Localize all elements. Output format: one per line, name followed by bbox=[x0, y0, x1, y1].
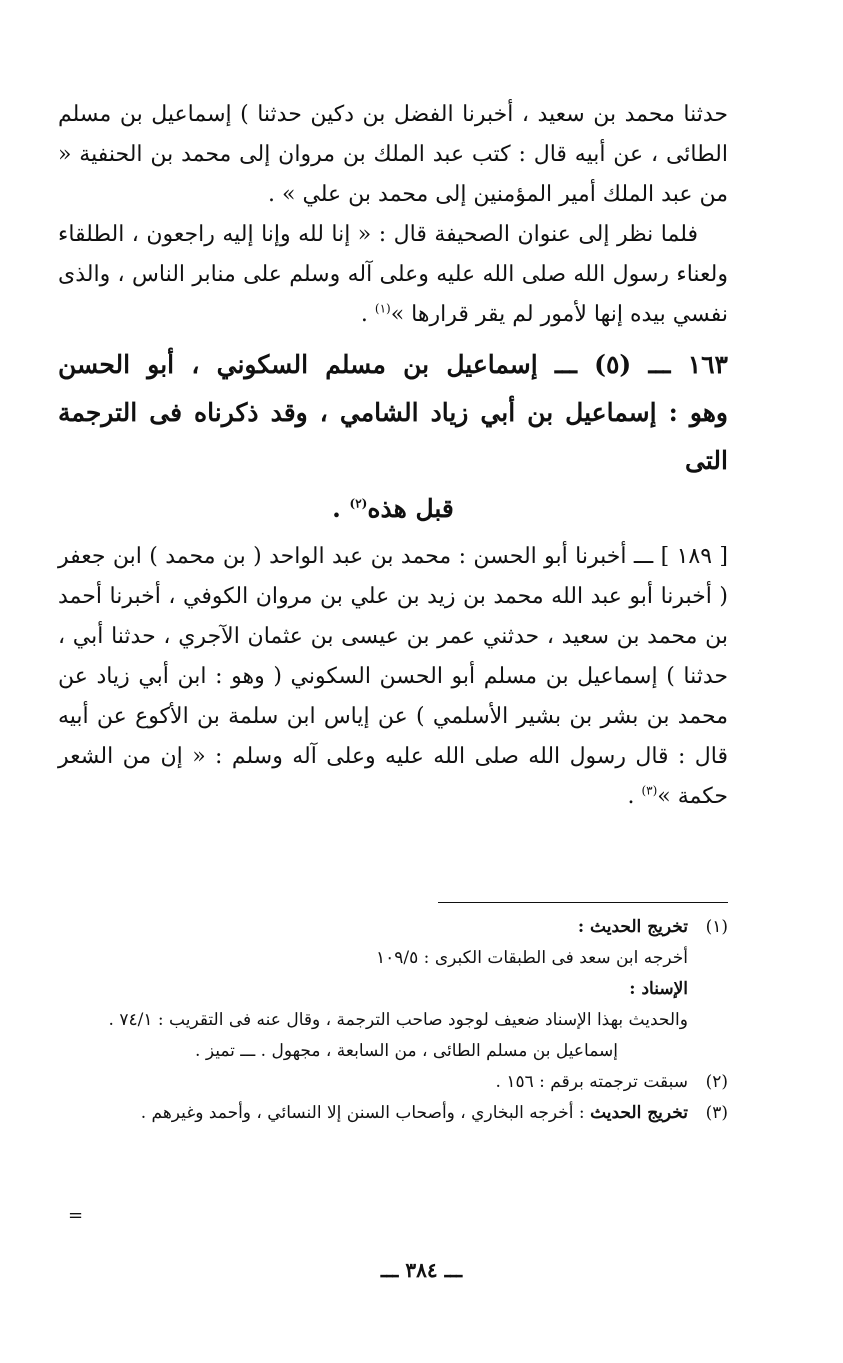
footnote-ref-3[interactable]: (٣) bbox=[641, 783, 658, 798]
footnote-1-isnad-text: والحديث بهذا الإسناد ضعيف لوجود صاحب الترجمة ، وقال عنه فى التقريب : ٧٤/١ . bbox=[108, 1010, 688, 1030]
paragraph-text: فلما نظر إلى عنوان الصحيفة قال : « إنا لله وإنا إليه راجعون ، الطلقاء ولعناء رسول الله صلى الله عليه وعلى آله وسلم على منابر الناس ، والذى نفسي بيده إنها لأمور لم يقر قرارها » bbox=[58, 222, 728, 327]
footnote-number: (٣) bbox=[705, 1103, 728, 1123]
footnote-3 bbox=[58, 1098, 728, 1129]
footnote-1-source: أخرجه ابن سعد فى الطبقات الكبرى : ١٠٩/٥ bbox=[376, 948, 688, 968]
heading-line-2: وهو : إسماعيل بن أبي زياد الشامي ، وقد ذكرناه فى الترجمة التى bbox=[58, 398, 728, 475]
footnote-ref-2[interactable]: (٢) bbox=[349, 496, 368, 511]
paragraph-text: [ ١٨٩ ] ـــ أخبرنا أبو الحسن : محمد بن عبد الواحد ( بن محمد ) ابن جعفر ( أخبرنا أبو عبد الله محمد بن زيد بن علي بن مروان الكوفي ، أخبرنا أحمد بن محمد بن سعيد ، حدثني عمر بن عيسى بن عثمان الآجري ، حدثنا أبي ، حدثنا ) إسماعيل بن مسلم أبو الحسن السكوني ( وهو : ابن أبي زياد عن محمد بن بشر بن بشير الأسلمي ) عن إياس ابن سلمة بن الأكوع عن أبيه قال : قال رسول الله صلى الله عليه وعلى آله وسلم : « إن من الشعر حكمة » bbox=[58, 544, 729, 809]
footnote-1-taqrib-quote: إسماعيل بن مسلم الطائى ، من السابعة ، مجهول . ـــ تميز . bbox=[195, 1041, 618, 1061]
footnote-number: (٢) bbox=[705, 1072, 728, 1092]
footnote-text bbox=[58, 1098, 688, 1129]
footnote-text: سبقت ترجمته برقم : ١٥٦ . bbox=[495, 1072, 688, 1092]
entry-heading bbox=[58, 341, 728, 533]
footnote-ref-1[interactable]: (١) bbox=[374, 301, 391, 316]
paragraph-isnad-continuation bbox=[58, 95, 728, 215]
heading-line-1: ١٦٣ ـــ (٥) ـــ إسماعيل بن مسلم السكوني ، أبو الحسن bbox=[58, 350, 728, 379]
paragraph-end: . bbox=[627, 784, 642, 809]
paragraph-hadith-189 bbox=[58, 537, 728, 817]
heading-line-3 bbox=[58, 485, 728, 533]
page-number: ـــ ٣٨٤ ـــ bbox=[380, 1258, 463, 1282]
footnote-number: (١) bbox=[705, 917, 728, 937]
main-text bbox=[58, 95, 728, 817]
paragraph-letter-reply bbox=[58, 215, 728, 335]
footnote-2 bbox=[58, 1067, 728, 1098]
footnote-heading: تخريج الحديث bbox=[590, 1103, 688, 1123]
heading-text: قبل هذه bbox=[367, 494, 454, 523]
paragraph-text: حدثنا محمد بن سعيد ، أخبرنا الفضل بن دكين حدثنا ) إسماعيل بن مسلم الطائى ، عن أبيه قال : كتب عبد الملك بن مروان إلى محمد بن الحنفية « من عبد الملك أمير المؤمنين إلى محمد بن علي » . bbox=[58, 102, 728, 207]
footnote-divider bbox=[438, 902, 728, 903]
footnote-body: : أخرجه البخاري ، وأصحاب السنن إلا النسائي ، وأحمد وغيرهم . bbox=[140, 1103, 591, 1123]
paragraph-end: . bbox=[360, 302, 375, 327]
continuation-mark: = bbox=[68, 1205, 84, 1226]
heading-end: . bbox=[332, 494, 350, 523]
footnote-heading: تخريج الحديث : bbox=[577, 917, 688, 937]
footnote-1 bbox=[58, 912, 728, 943]
footnote-1-isnad-heading: الإسناد : bbox=[629, 979, 688, 999]
footnotes bbox=[58, 912, 728, 1129]
